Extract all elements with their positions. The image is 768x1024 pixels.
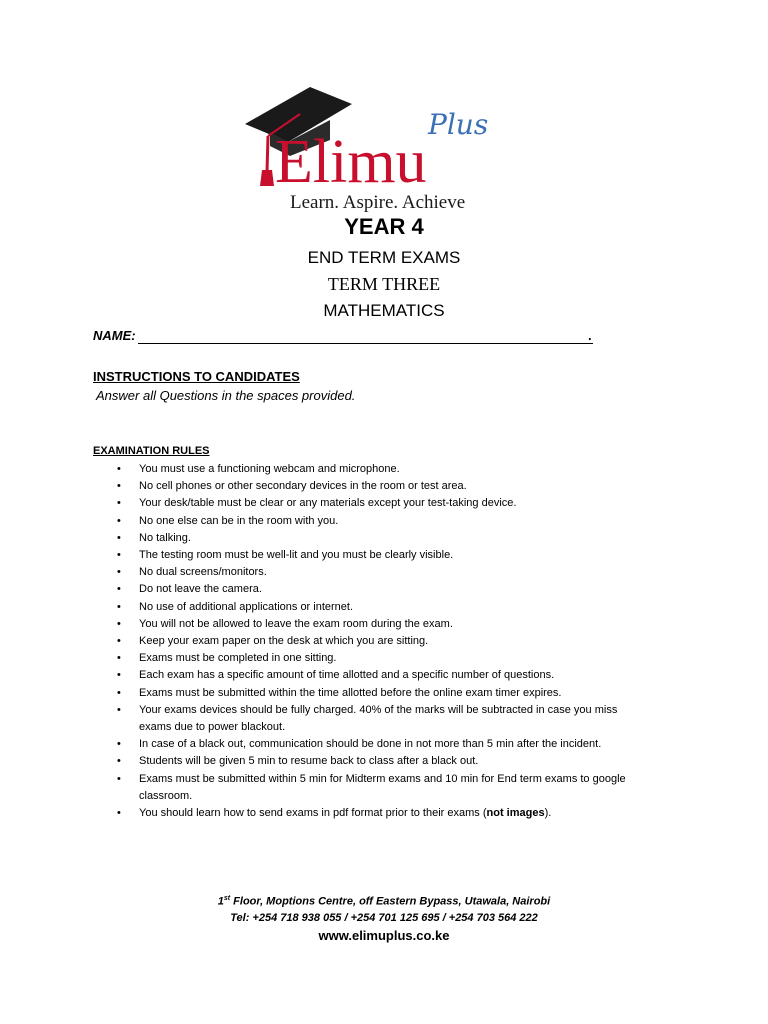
svg-text:Learn. Aspire. Achieve: Learn. Aspire. Achieve: [290, 192, 466, 213]
rule-item: • You should learn how to send exams in pdf format prior to their exams (not images).: [117, 807, 552, 820]
name-label: NAME:: [93, 328, 136, 343]
rules-list: [117, 461, 677, 822]
rule-item: • Students will be given 5 min to resume back to class after a black out.: [117, 755, 479, 768]
term-label: TERM THREE: [327, 274, 441, 294]
rule-item: • You will not be allowed to leave the exam room during the exam.: [117, 617, 453, 630]
year-title: YEAR 4: [344, 214, 424, 239]
rule-item-continuation: exams due to power blackout.: [139, 721, 286, 734]
rule-item: • Your exams devices should be fully charged. 40% of the marks will be subtracted in case you miss: [117, 703, 618, 716]
rule-item: • No talking.: [117, 531, 191, 544]
rules-heading: EXAMINATION RULES: [93, 445, 210, 457]
rule-item: • Keep your exam paper on the desk at which you are sitting.: [117, 635, 429, 648]
rule-item: • You must use a functioning webcam and microphone.: [117, 463, 400, 475]
footer-address: 1st Floor, Moptions Centre, off Eastern Bypass, Utawala, Nairobi: [217, 895, 551, 908]
graduation-cap-logo-icon: [240, 84, 530, 214]
rule-item: • The testing room must be well-lit and you must be clearly visible.: [117, 549, 454, 562]
name-end-mark: .: [588, 328, 592, 343]
footer-website-link[interactable]: www.elimuplus.co.ke: [318, 928, 450, 943]
rule-item: • No use of additional applications or internet.: [117, 600, 354, 613]
rule-item: • Your desk/table must be clear or any materials except your test-taking device.: [117, 497, 517, 510]
rule-item: • In case of a black out, communication should be done in not more than 5 min after the incident.: [117, 738, 602, 751]
instructions-text: Answer all Questions in the spaces provided.: [96, 388, 356, 403]
instructions-heading: INSTRUCTIONS TO CANDIDATES: [93, 369, 300, 384]
rule-item: • Exams must be submitted within the time allotted before the online exam timer expires.: [117, 686, 562, 699]
rule-item: • Exams must be submitted within 5 min for Midterm exams and 10 min for End term exams to google: [117, 772, 626, 785]
svg-text:Plus: Plus: [428, 108, 489, 141]
exam-type: END TERM EXAMS: [307, 248, 461, 267]
name-underline[interactable]: [138, 343, 593, 344]
rule-item: • No one else can be in the room with you.: [117, 514, 339, 527]
rule-item: • Exams must be completed in one sitting.: [117, 652, 337, 665]
rule-item: • No dual screens/monitors.: [117, 566, 267, 579]
footer-phones: Tel: +254 718 938 055 / +254 701 125 695 / +254 703 564 222: [230, 912, 538, 924]
svg-text:Elimu: Elimu: [275, 128, 427, 196]
subject-label: MATHEMATICS: [323, 301, 445, 320]
rule-item-continuation: classroom.: [139, 789, 193, 802]
rule-item: • No cell phones or other secondary devices in the room or test area.: [117, 480, 467, 493]
name-field[interactable]: [93, 328, 593, 346]
not-images-emphasis: not images: [486, 807, 545, 820]
rule-item: • Each exam has a specific amount of time allotted and a specific number of questions.: [117, 669, 555, 682]
rule-item: • Do not leave the camera.: [117, 583, 262, 596]
elimu-plus-logo: [240, 84, 530, 214]
